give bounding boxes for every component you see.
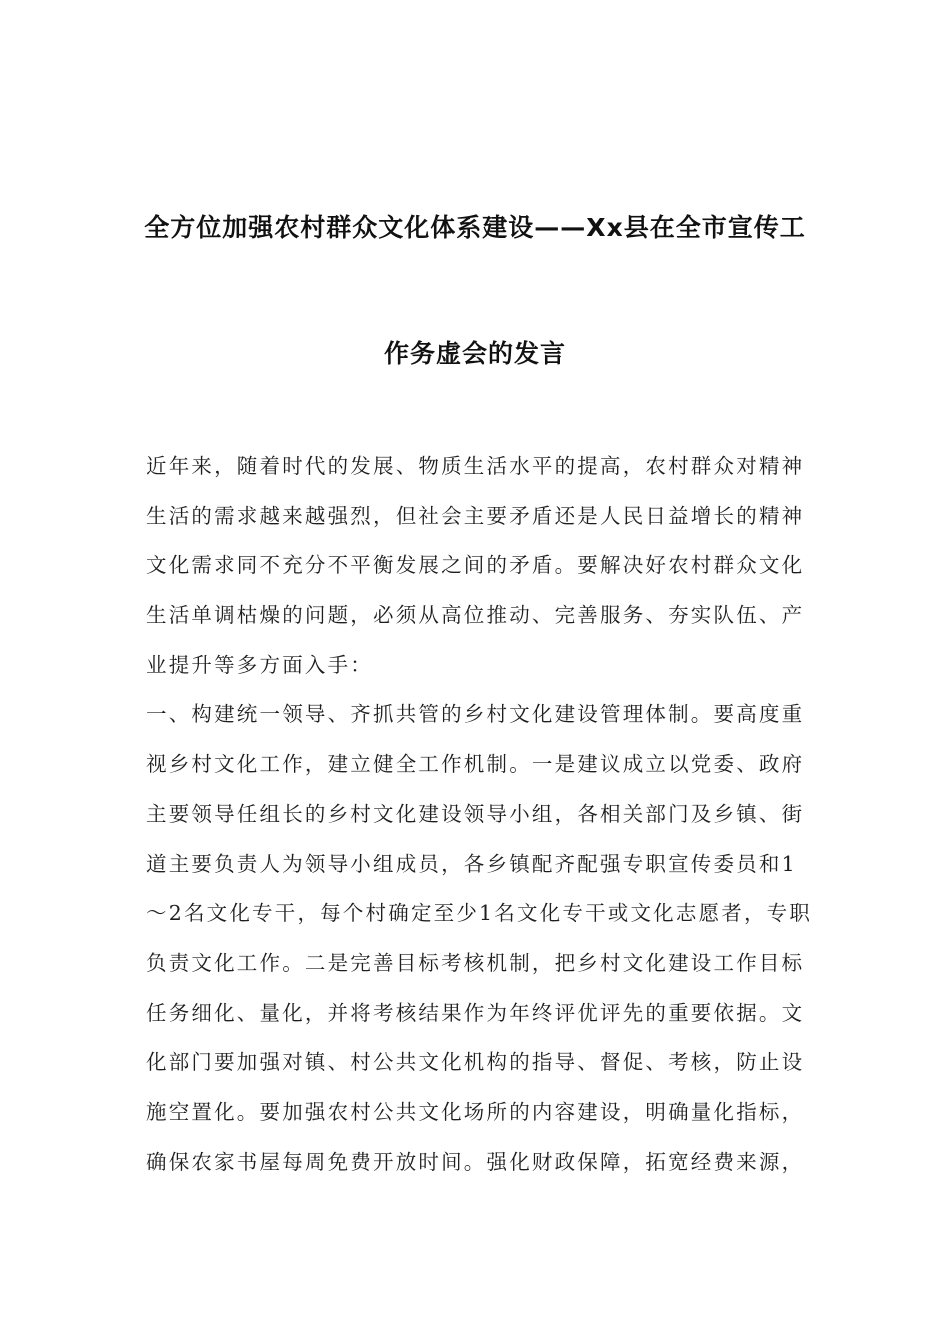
body-line: ～2名文化专干，每个村确定至少1名文化专干或文化志愿者，专职 xyxy=(146,901,813,926)
body-line: 主要领导任组长的乡村文化建设领导小组，各相关部门及乡镇、街 xyxy=(146,801,805,826)
body-line: 施空置化。要加强农村公共文化场所的内容建设，明确量化指标， xyxy=(146,1099,805,1124)
body-line: 一、构建统一领导、齐抓共管的乡村文化建设管理体制。要高度重 xyxy=(146,702,805,727)
body-line: 任务细化、量化，并将考核结果作为年终评优评先的重要依据。文 xyxy=(146,1000,805,1025)
body-line: 视乡村文化工作，建立健全工作机制。一是建议成立以党委、政府 xyxy=(146,752,805,777)
document-body xyxy=(146,452,813,1197)
body-line: 化部门要加强对镇、村公共文化机构的指导、督促、考核，防止设 xyxy=(146,1050,805,1075)
document-title-line-1: 全方位加强农村群众文化体系建设——Xx县在全市宣传工 xyxy=(144,213,806,242)
body-line: 负责文化工作。二是完善目标考核机制，把乡村文化建设工作目标 xyxy=(146,950,805,975)
body-line: 道主要负责人为领导小组成员，各乡镇配齐配强专职宣传委员和1 xyxy=(146,851,797,876)
body-line: 近年来，随着时代的发展、物质生活水平的提高，农村群众对精神 xyxy=(146,454,805,478)
body-line: 生活的需求越来越强烈，但社会主要矛盾还是人民日益增长的精神 xyxy=(146,503,805,528)
body-line: 文化需求同不充分不平衡发展之间的矛盾。要解决好农村群众文化 xyxy=(146,553,805,578)
body-line: 确保农家书屋每周免费开放时间。强化财政保障，拓宽经费来源， xyxy=(146,1149,805,1174)
body-line: 业提升等多方面入手： xyxy=(146,652,373,677)
document-title-line-2: 作务虚会的发言 xyxy=(383,339,566,368)
body-line: 生活单调枯燥的问题，必须从高位推动、完善服务、夯实队伍、产 xyxy=(146,603,805,628)
